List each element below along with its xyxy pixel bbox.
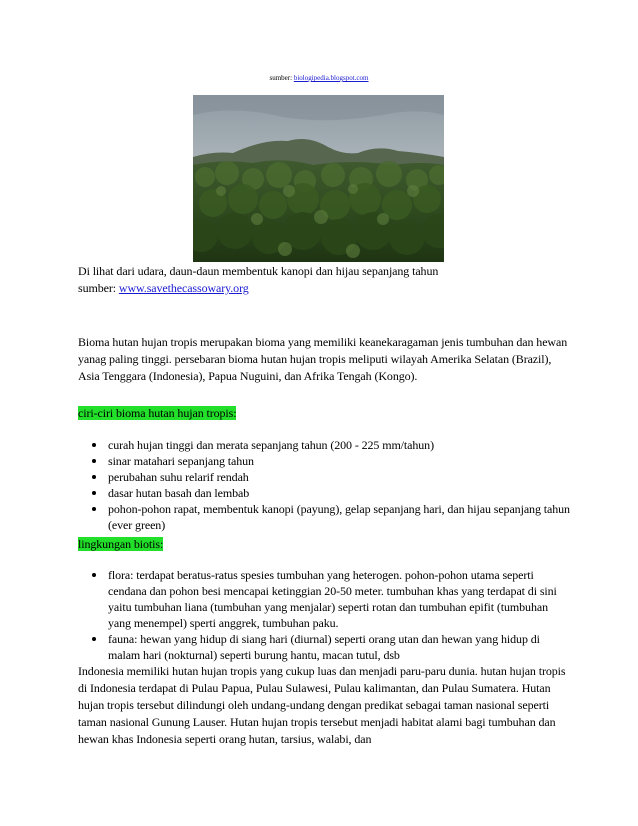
- bullet-icon: [92, 507, 96, 511]
- source-link[interactable]: biologipedia.blogspot.com: [293, 74, 369, 82]
- biotic-heading: [78, 536, 573, 553]
- bullet-icon: [92, 573, 96, 577]
- bullet-icon: [92, 637, 96, 641]
- list-item: dasar hutan basah dan lembab: [78, 485, 573, 501]
- list-item: perubahan suhu relarif rendah: [78, 469, 573, 485]
- photo-caption: Di lihat dari udara, daun-daun membentuk kanopi dan hijau sepanjang tahun: [78, 264, 439, 278]
- characteristics-list: [78, 437, 573, 533]
- biotic-list: [78, 567, 573, 663]
- characteristics-heading: [78, 405, 573, 422]
- list-item: sinar matahari sepanjang tahun: [78, 453, 573, 469]
- bullet-icon: [92, 491, 96, 495]
- list-item: pohon-pohon rapat, membentuk kanopi (payung), gelap sepanjang hari, dan hijau sepanjang tahun (ever green): [78, 501, 573, 533]
- indonesia-paragraph: Indonesia memiliki hutan hujan tropis yang cukup luas dan menjadi paru-paru dunia. hutan hujan tropis di Indonesia terdapat di Pulau Papua, Pulau Sulawesi, Pulau kalimantan, dan Pulau Sumatera. Hutan hujan tropis tersebut dilindungi oleh undang-undang dengan predikat sebagai taman nasional seperti taman nasional Gunung Lauser. Hutan hujan tropis tersebut menjadi habitat alami bagi tumbuhan dan hewan khas Indonesia seperti orang hutan, tarsius, walabi, dan: [78, 664, 566, 746]
- caption-source: [78, 280, 573, 297]
- list-item: curah hujan tinggi dan merata sepanjang tahun (200 - 225 mm/tahun): [78, 437, 573, 453]
- bullet-icon: [92, 459, 96, 463]
- intro-paragraph: Bioma hutan hujan tropis merupakan bioma yang memiliki keanekaragaman jenis tumbuhan dan hewan yanag paling tinggi. persebaran bioma hutan hujan tropis meliputi wilayah Amerika Selatan (Brazil), Asia Tenggara (Indonesia), Papua Nuguini, dan Afrika Tengah (Kongo).: [78, 335, 568, 383]
- photo-caption-block: [78, 263, 573, 297]
- biotic-heading-text: lingkungan biotis:: [78, 537, 164, 551]
- caption-source-prefix: sumber:: [78, 281, 119, 295]
- characteristics-heading-text: ciri-ciri bioma hutan hujan tropis:: [78, 406, 237, 420]
- list-item: flora: terdapat beratus-ratus spesies tumbuhan yang heterogen. pohon-pohon utama seperti cendana dan pohon besi mencapai ketinggian 20-50 meter. tumbuhan khas yang terdapat di sini yaitu tumbuhan liana (tumbuhan yang menjalar) seperti rotan dan tumbuhan epifit (tumbuhan yang menempel) sperti anggrek, tumbuhan paku.: [78, 567, 573, 631]
- rainforest-photo: [193, 95, 444, 262]
- source-prefix: sumber:: [269, 74, 294, 82]
- caption-source-link[interactable]: www.savethecassowary.org: [118, 281, 249, 295]
- list-item: fauna: hewan yang hidup di siang hari (diurnal) seperti orang utan dan hewan yang hidup di malam hari (nokturnal) seperti burung hantu, macan tutul, dsb: [78, 631, 573, 663]
- bullet-icon: [92, 443, 96, 447]
- image-source-credit: [0, 74, 638, 83]
- bullet-icon: [92, 475, 96, 479]
